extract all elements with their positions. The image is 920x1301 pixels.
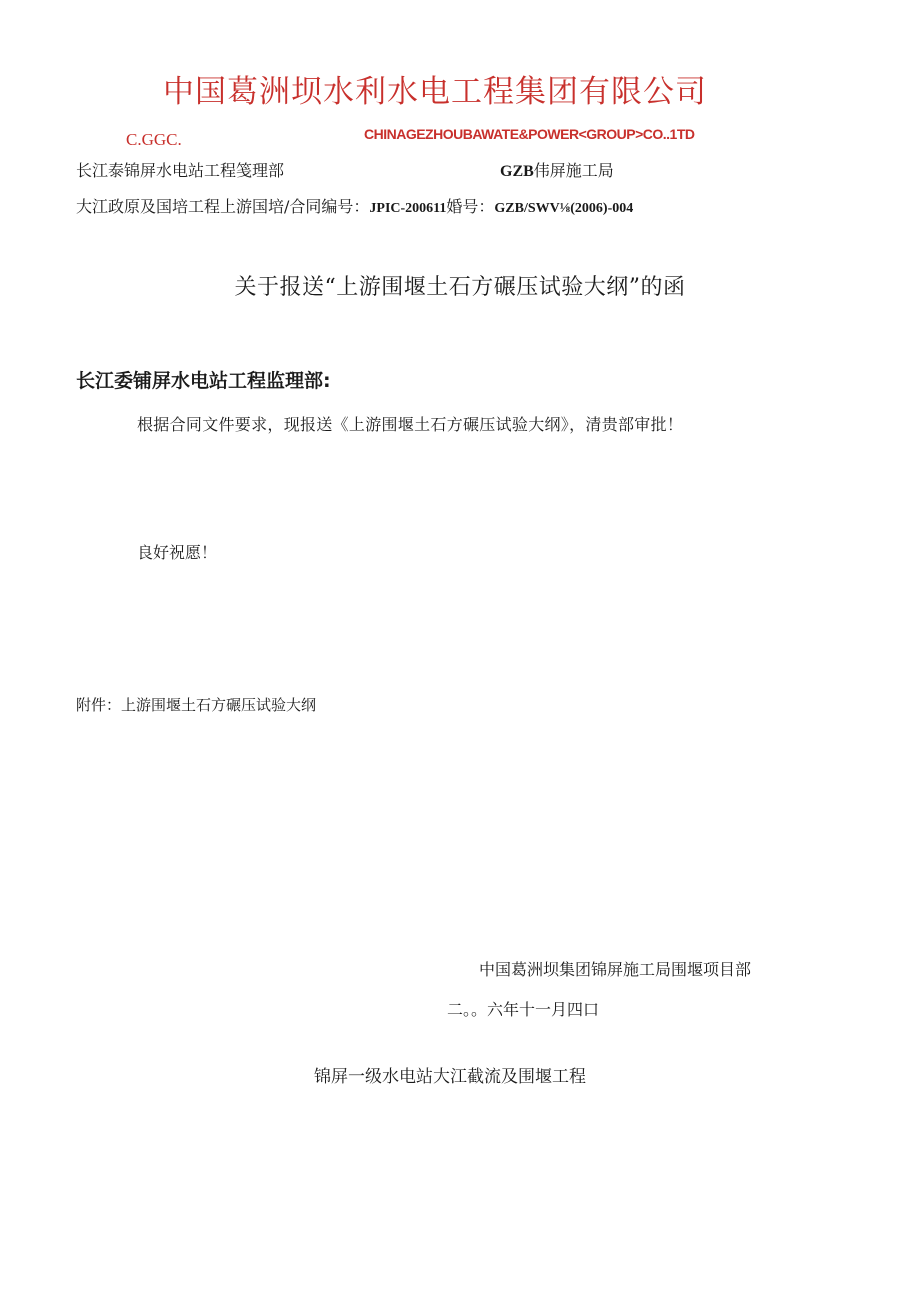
letter-body: 根据合同文件要求，现报送《上游围堰土石方碾压试验大纲》，清贵部审批！ xyxy=(137,415,684,434)
contract-number: JPIC-200611 xyxy=(369,201,447,216)
signer: 中国葛洲坝集团锦屏施工局围堰项目部 xyxy=(479,960,752,979)
greeting: 良好祝愿！ xyxy=(137,543,218,562)
sender-unit-code: GZB xyxy=(500,163,534,180)
company-logo-abbreviation: C.GGC. xyxy=(126,130,182,149)
attachment-note: 附件：上游围堰土石方碾压试验大纲 xyxy=(76,696,317,714)
sender-unit xyxy=(500,158,614,181)
letter-title: 关于报送“上游围堰土石方碾压试验大纲”的函 xyxy=(234,275,686,300)
contract-line xyxy=(76,194,633,217)
signature-date: 二。。六年十一月四口 xyxy=(447,1000,600,1019)
project-name: 锦屏一级水电站大江截流及围堰工程 xyxy=(314,1067,586,1087)
addressee: 长江委铺屏水电站工程监理部: xyxy=(76,370,331,392)
recipient-unit: 长江泰锦屏水电站工程笺理部 xyxy=(76,161,285,180)
contract-prefix: 大江政原及国培工程上游国培/合同编号： xyxy=(76,197,370,216)
company-name-cn: 中国葛洲坝水利水电工程集团有限公司 xyxy=(163,74,707,110)
company-name-en: CHINAGEZHOUBAWATE&POWER<GROUP>CO..1TD xyxy=(364,126,695,142)
sender-unit-name: 伟屏施工局 xyxy=(533,161,614,180)
doc-number: GZB/SWV⅛(2006)-004 xyxy=(494,201,634,216)
doc-number-label: 婚号： xyxy=(446,197,495,216)
